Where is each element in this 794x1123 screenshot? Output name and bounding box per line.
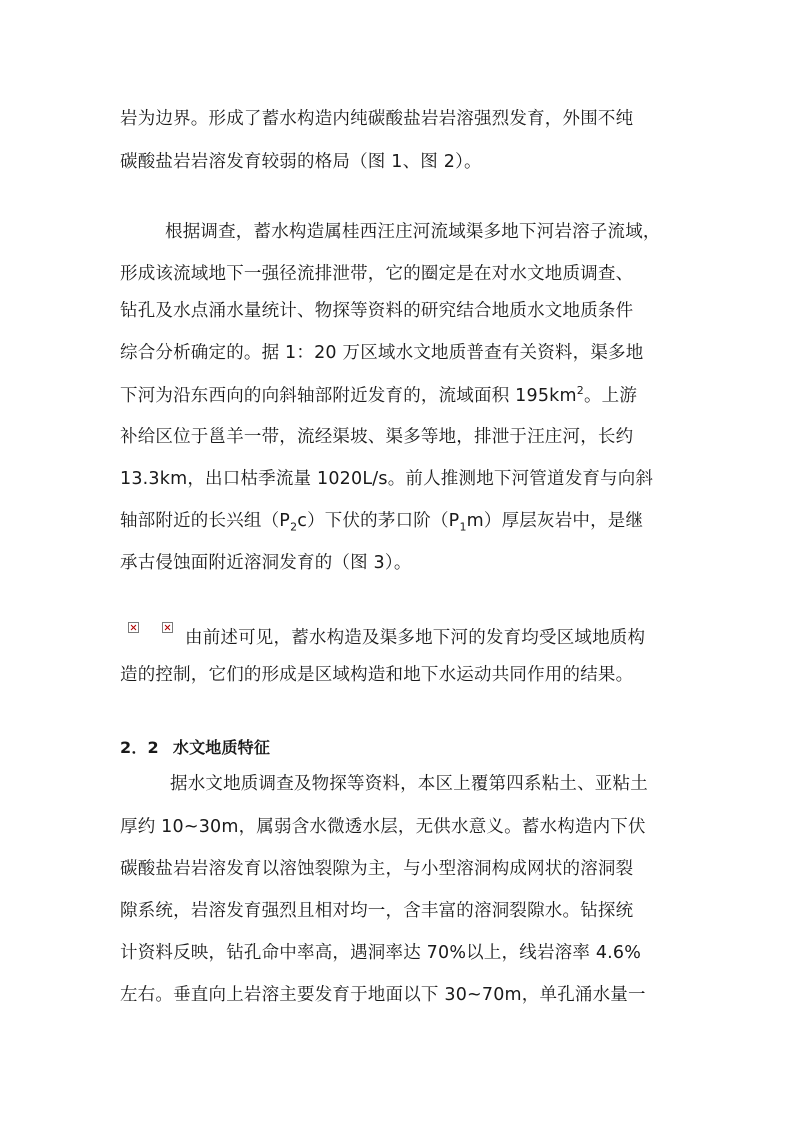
text-segment: 轴部附近的长兴组（P xyxy=(120,511,291,531)
text-line: 补给区位于邕羊一带，流经渠坡、渠多等地，排泄于汪庄河，长约 xyxy=(120,427,634,447)
text-line: 由前述可见，蓄水构造及渠多地下河的发育均受区域地质构 xyxy=(185,628,646,648)
text-line: 造的控制，它们的形成是区域构造和地下水运动共同作用的结果。 xyxy=(120,665,634,685)
subscript: 1 xyxy=(459,520,467,534)
text-line xyxy=(120,509,700,533)
text-segment: 。上游 xyxy=(583,386,638,406)
text-line: 岩为边界。形成了蓄水构造内纯碳酸盐岩岩溶强烈发育，外围不纯 xyxy=(120,109,634,129)
text-line: 13.3km，出口枯季流量 1020L/s。前人推测地下河管道发育与向斜 xyxy=(120,469,654,489)
text-line: 承古侵蚀面附近溶洞发育的（图 3）。 xyxy=(120,553,412,573)
section-number: 2．2 xyxy=(120,738,159,757)
text-line: 钻孔及水点涌水量统计、物探等资料的研究结合地质水文地质条件 xyxy=(120,301,634,321)
text-segment: 下河为沿东西向的向斜轴部附近发育的，流域面积 195km xyxy=(120,386,577,406)
text-line: 根据调查，蓄水构造属桂西汪庄河流域渠多地下河岩溶子流域， xyxy=(165,222,661,242)
text-line xyxy=(120,384,700,408)
text-line: 据水文地质调查及物探等资料，本区上覆第四系粘土、亚粘土 xyxy=(170,774,648,794)
section-heading xyxy=(120,736,700,760)
text-line: 碳酸盐岩岩溶发育以溶蚀裂隙为主，与小型溶洞构成网状的溶洞裂 xyxy=(120,859,634,879)
text-line: 隙系统，岩溶发育强烈且相对均一，含丰富的溶洞裂隙水。钻探统 xyxy=(120,901,634,921)
text-line: 综合分析确定的。据 1：20 万区域水文地质普查有关资料，渠多地 xyxy=(120,343,644,363)
text-line: 形成该流域地下一强径流排泄带，它的圈定是在对水文地质调查、 xyxy=(120,264,634,284)
text-line: 碳酸盐岩岩溶发育较弱的格局（图 1、图 2）。 xyxy=(120,152,482,172)
subscript: 2 xyxy=(290,520,298,534)
broken-image-icon[interactable] xyxy=(128,622,139,633)
text-segment: m）厚层灰岩中，是继 xyxy=(466,511,644,531)
broken-image-icon[interactable] xyxy=(162,622,173,633)
text-segment: c）下伏的茅口阶（P xyxy=(297,511,460,531)
text-line: 左右。垂直向上岩溶主要发育于地面以下 30~70m，单孔涌水量一 xyxy=(120,985,646,1005)
text-line: 计资料反映，钻孔命中率高，遇洞率达 70%以上，线岩溶率 4.6% xyxy=(120,943,642,963)
text-line: 厚约 10~30m，属弱含水微透水层，无供水意义。蓄水构造内下伏 xyxy=(120,817,646,837)
section-title: 水文地质特征 xyxy=(172,738,271,757)
superscript: 2 xyxy=(576,384,584,398)
